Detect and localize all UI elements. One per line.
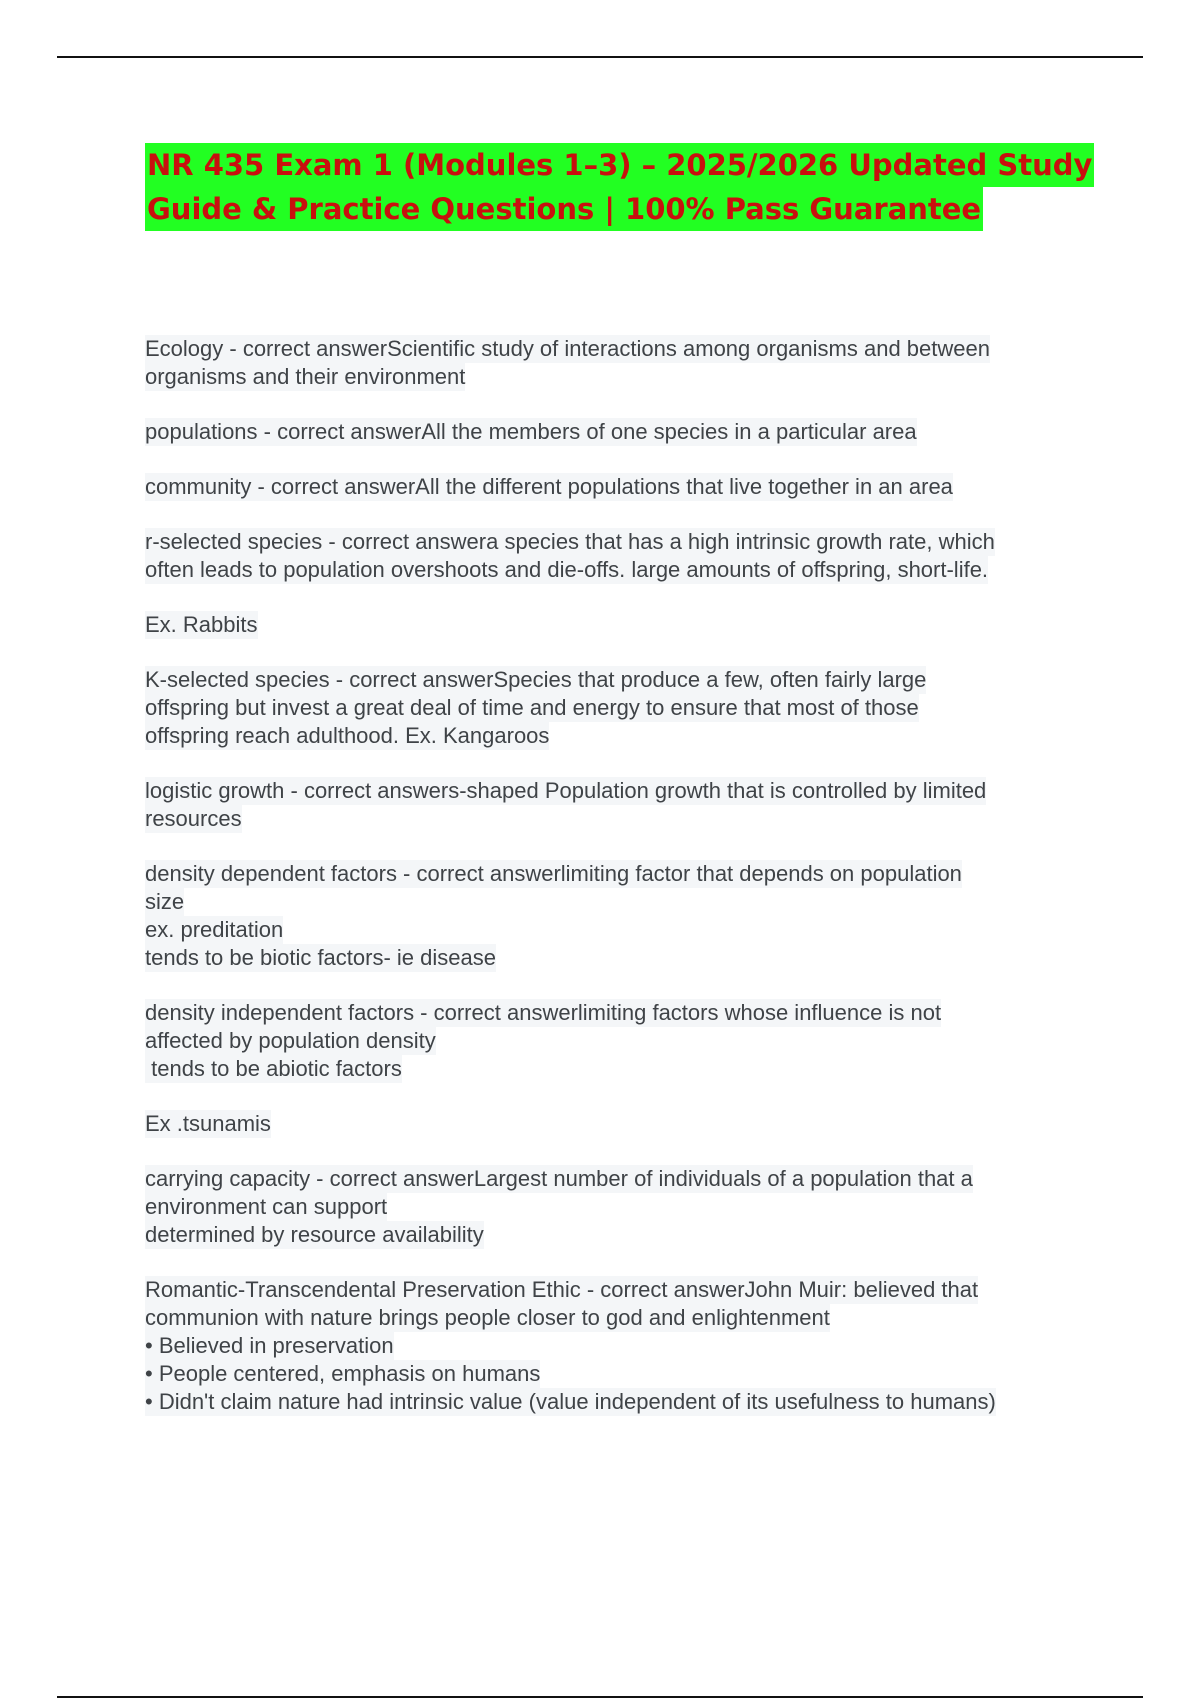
entry-line: Ex. Rabbits <box>145 612 258 637</box>
document-title <box>145 143 1093 231</box>
entry-line: r-selected species - correct answera species that has a high intrinsic growth rate, which <box>145 529 995 554</box>
bullet-item: • Believed in preservation <box>145 1333 394 1358</box>
entry-r-selected <box>145 528 1145 584</box>
entry-line: offspring reach adulthood. Ex. Kangaroos <box>145 723 550 748</box>
title-line: Guide & Practice Questions | 100% Pass Guarantee <box>145 187 983 231</box>
entry-line: density independent factors - correct answerlimiting factors whose influence is not <box>145 1000 942 1025</box>
entry-line: Romantic-Transcendental Preservation Ethic - correct answerJohn Muir: believed that <box>145 1277 979 1302</box>
title-line: NR 435 Exam 1 (Modules 1–3) – 2025/2026 Updated Study <box>145 143 1094 187</box>
entry-line: resources <box>145 806 242 831</box>
entry-line: density dependent factors - correct answerlimiting factor that depends on population <box>145 861 962 886</box>
entry-line: carrying capacity - correct answerLargest number of individuals of a population that a <box>145 1166 973 1191</box>
entry-line: tends to be abiotic factors <box>145 1056 402 1081</box>
entry-line: K-selected species - correct answerSpecies that produce a few, often fairly large <box>145 667 927 692</box>
bullet-item: • People centered, emphasis on humans <box>145 1361 541 1386</box>
entry-line: Ex .tsunamis <box>145 1111 271 1136</box>
entry-tsunamis <box>145 1110 1145 1138</box>
entry-line: logistic growth - correct answers-shaped Population growth that is controlled by limited <box>145 778 987 803</box>
entry-community <box>145 473 1145 501</box>
entry-line: determined by resource availability <box>145 1222 484 1247</box>
entry-line: tends to be biotic factors- ie disease <box>145 945 496 970</box>
bullet-item: • Didn't claim nature had intrinsic value (value independent of its usefulness to humans) <box>145 1389 996 1414</box>
entry-preservation-ethic <box>145 1276 1145 1416</box>
entry-line: organisms and their environment <box>145 364 466 389</box>
entry-density-independent <box>145 999 1145 1083</box>
footer-rule <box>57 1696 1143 1698</box>
entry-line: community - correct answerAll the different populations that live together in an area <box>145 474 953 499</box>
entry-populations <box>145 418 1145 446</box>
entry-line: populations - correct answerAll the members of one species in a particular area <box>145 419 917 444</box>
document-body <box>145 335 1145 1443</box>
entry-line: ex. preditation <box>145 917 284 942</box>
entry-line: size <box>145 889 185 914</box>
entry-line: Ecology - correct answerScientific study of interactions among organisms and between <box>145 336 990 361</box>
entry-rabbits <box>145 611 1145 639</box>
entry-line: offspring but invest a great deal of time and energy to ensure that most of those <box>145 695 919 720</box>
entry-line: affected by population density <box>145 1028 436 1053</box>
entry-k-selected <box>145 666 1145 750</box>
entry-line: environment can support <box>145 1194 388 1219</box>
entry-density-dependent <box>145 860 1145 972</box>
entry-line: often leads to population overshoots and die-offs. large amounts of offspring, short-life. <box>145 557 989 582</box>
entry-logistic-growth <box>145 777 1145 833</box>
entry-carrying-capacity <box>145 1165 1145 1249</box>
header-rule <box>57 56 1143 58</box>
entry-line: communion with nature brings people closer to god and enlightenment <box>145 1305 830 1330</box>
entry-ecology <box>145 335 1145 391</box>
